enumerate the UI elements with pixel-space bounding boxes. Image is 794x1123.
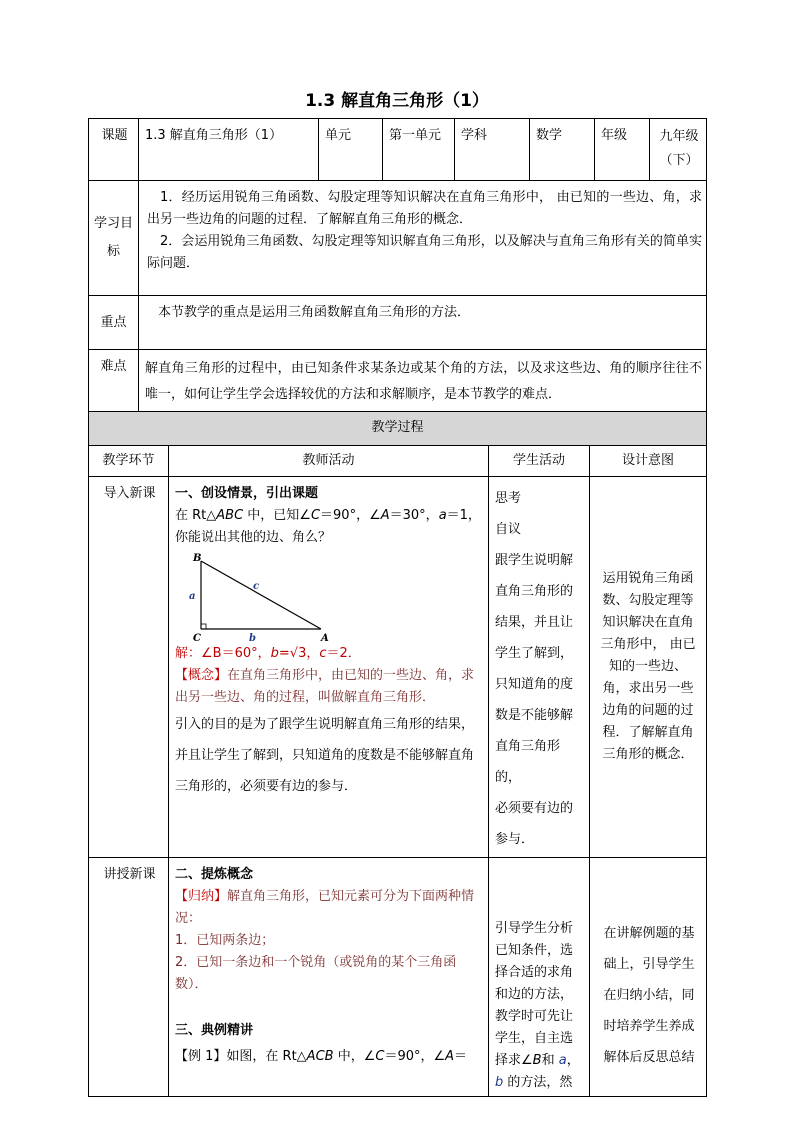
solution-text: 解：∠B＝60°，b=√3，c＝2． — [175, 646, 361, 661]
design-intent-intro: 运用锐角三角函数、勾股定理等知识解决在直角三角形中， 由已知的一些边、角，求出另一些边角的问题的过程．了解解直角三角形的概念． — [590, 477, 707, 858]
student-line: 自议 — [495, 522, 522, 537]
teacher-activity-intro — [169, 477, 489, 858]
side-label-c: c — [253, 581, 260, 592]
col-design: 设计意图 — [590, 446, 707, 477]
grade-label: 年级 — [595, 119, 650, 181]
process-table — [88, 411, 707, 1097]
goal-item-2: 2．会运用锐角三角函数、勾股定理等知识解直角三角形，以及解决与直角三角形有关的简单实际问题． — [147, 234, 702, 271]
section3-heading: 三、典例精讲 — [175, 1023, 254, 1038]
col-stage: 教学环节 — [89, 446, 169, 477]
teacher-activity-new — [169, 858, 489, 1097]
summary-text: 【归纳】解直角三角形，已知元素可分为下面两种情况： — [175, 889, 475, 926]
col-teacher: 教师活动 — [169, 446, 489, 477]
design-intent-new — [590, 858, 707, 1097]
student-activity-intro — [489, 477, 590, 858]
process-title: 教学过程 — [89, 412, 707, 446]
design-line: 础上，引导学生 — [603, 957, 695, 972]
section1-heading: 一、创设情景，引出课题 — [175, 486, 319, 501]
discipline-value: 数学 — [530, 119, 595, 181]
student-line: 跟学生说明解 — [495, 553, 574, 568]
side-label-a: a — [189, 591, 196, 602]
section2-heading: 二、提炼概念 — [175, 867, 254, 882]
subject-label: 课题 — [89, 119, 139, 181]
vertex-B: B — [193, 553, 202, 564]
student-line: 结果，并且让 — [495, 615, 574, 630]
stage-new-lesson: 讲授新课 — [89, 858, 169, 1097]
student-line: 学生了解到， — [495, 646, 574, 661]
design-line: 在归纳小结，同 — [603, 988, 695, 1003]
design-line: 在讲解例题的基 — [603, 926, 695, 941]
case-1: 1．已知两条边； — [175, 933, 275, 948]
key-text: 本节教学的重点是运用三角函数解直角三角形的方法． — [139, 296, 707, 350]
problem-text: 在 Rt△ABC 中，已知∠C＝90°，∠A＝30°，a＝1，你能说出其他的边、角么？ — [175, 508, 481, 545]
key-label: 重点 — [89, 296, 139, 350]
goal-item-1: 1．经历运用锐角三角函数、勾股定理等知识解决在直角三角形中， 由已知的一些边、角，求出另一些边角的问题的过程．了解解直角三角形的概念． — [147, 190, 702, 227]
difficulty-text: 解直角三角形的过程中，由已知条件求某条边或某个角的方法，以及求这些边、角的顺序往往不唯一，如何让学生学会选择较优的方法和求解顺序，是本节教学的难点． — [139, 350, 707, 412]
unit-value: 第一单元 — [383, 119, 455, 181]
vertex-C: C — [193, 633, 201, 643]
stage-intro: 导入新课 — [89, 477, 169, 858]
student-line: 数是不能够解 — [495, 708, 574, 723]
design-line: 时培养学生养成 — [603, 1019, 695, 1034]
student-line: 直角三角形的 — [495, 584, 574, 599]
col-student: 学生活动 — [489, 446, 590, 477]
grade-value: 九年级（下） — [650, 119, 707, 181]
triangle-side-c — [201, 561, 321, 629]
side-label-b: b — [249, 633, 256, 643]
right-angle-mark — [201, 624, 206, 629]
student-line: 参与． — [495, 832, 535, 847]
subject-value: 1.3 解直角三角形（1） — [139, 119, 319, 181]
case-2: 2．已知一条边和一个锐角（或锐角的某个三角函数）． — [175, 955, 457, 992]
concept-text: 【概念】在直角三角形中，由已知的一些边、角，求出另一些边、角的过程，叫做解直角三角形． — [175, 668, 475, 705]
student-line: 直角三角形的， — [495, 739, 561, 785]
right-triangle-figure — [181, 551, 341, 643]
student-activity-new: 引导学生分析已知条件，选择合适的求角和边的方法，教学时可先让学生，自主选择求∠B和 a，b 的方法，然 — [489, 858, 590, 1097]
lesson-info-table — [88, 118, 707, 412]
difficulty-label: 难点 — [89, 350, 139, 412]
page-title: 1.3 解直角三角形（1） — [305, 91, 489, 111]
discipline-label: 学科 — [455, 119, 530, 181]
vertex-A: A — [321, 633, 329, 643]
example-text: 【例 1】如图，在 Rt△ACB 中，∠C＝90°，∠A＝ — [175, 1049, 468, 1064]
intro-purpose-text: 引入的目的是为了跟学生说明解直角三角形的结果，并且让学生了解到，只知道角的度数是不能够解直角三角形的，必须要有边的参与． — [175, 717, 475, 794]
student-line: 只知道角的度 — [495, 677, 574, 692]
student-line: 必须要有边的 — [495, 801, 574, 816]
student-line: 思考 — [495, 491, 522, 506]
design-line: 解体后反思总结 — [603, 1050, 695, 1065]
unit-label: 单元 — [319, 119, 383, 181]
goals-label: 学习目标 — [89, 181, 139, 296]
